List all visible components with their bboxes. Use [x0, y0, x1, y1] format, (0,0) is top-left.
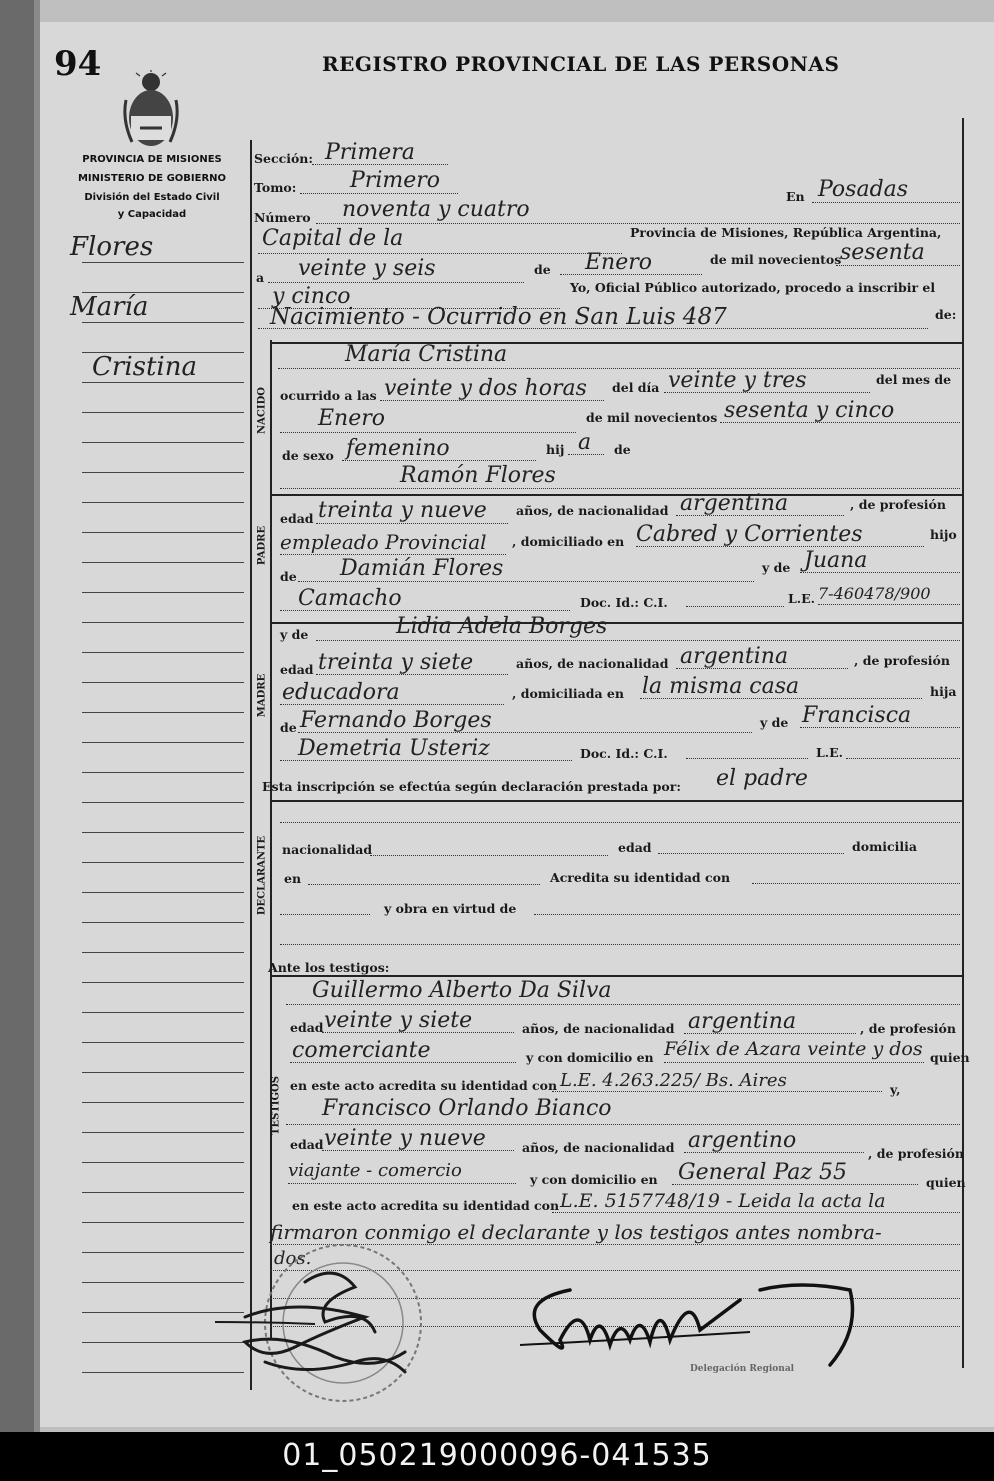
testigo1-edad-value: veinte y siete	[324, 1008, 473, 1033]
side-ruled-line	[82, 1012, 244, 1013]
padre-de-value: Damián Flores	[340, 556, 504, 581]
side-ruled-line	[82, 1162, 244, 1163]
dia-value: veinte y tres	[668, 368, 807, 393]
side-ruled-line	[82, 802, 244, 803]
dotted-line	[846, 758, 960, 759]
mes-value: Enero	[318, 406, 386, 431]
side-ruled-line	[82, 592, 244, 593]
madre-yde2-label: y de	[760, 715, 789, 730]
section-border	[270, 800, 962, 802]
mes-label: del mes de	[876, 372, 952, 387]
madre-dom-label: , domiciliada en	[512, 686, 624, 701]
en-value: Posadas	[818, 177, 909, 202]
dia-label: del día	[612, 380, 660, 395]
dotted-line	[658, 853, 844, 854]
province-heading: PROVINCIA DE MISIONES	[82, 154, 222, 165]
dotted-line	[308, 884, 540, 885]
dotted-line	[258, 253, 622, 254]
side-ruled-line	[82, 532, 244, 533]
madre-name: Lidia Adela Borges	[396, 614, 608, 639]
dotted-line	[268, 282, 524, 283]
declarante-nac-label: nacionalidad	[282, 842, 373, 857]
madre-de-value: Fernando Borges	[300, 708, 492, 733]
side-ruled-line	[82, 712, 244, 713]
dotted-line	[278, 368, 960, 369]
side-ruled-line	[82, 322, 244, 323]
sexo-label: de sexo	[282, 448, 334, 463]
testigo1-nac-label: años, de nacionalidad	[522, 1021, 675, 1036]
section-border	[270, 494, 962, 496]
side-ruled-line	[82, 562, 244, 563]
testigo2-dom-label: y con domicilio en	[530, 1172, 658, 1187]
testigo2-acredita-label: en este acto acredita su identidad con	[292, 1198, 560, 1213]
madre-prof-value: educadora	[282, 680, 400, 705]
witness-signatures-icon	[205, 1262, 445, 1382]
side-ruled-line	[82, 382, 244, 383]
mil-label: de mil novecientos	[710, 252, 842, 267]
nacido-name: María Cristina	[345, 342, 508, 367]
declaracion-text: Esta inscripción se efectúa según declaración prestada por:	[262, 779, 681, 794]
madre-de-label: de	[280, 720, 297, 735]
madre-edad-label: edad	[280, 662, 314, 677]
y-value: y cinco	[272, 284, 351, 309]
seccion-label: Sección:	[254, 151, 313, 166]
side-ruled-line	[82, 1072, 244, 1073]
inscribir-value: Nacimiento - Ocurrido en San Luis 487	[270, 304, 727, 330]
testigo2-name: Francisco Orlando Bianco	[322, 1096, 612, 1121]
testigo2-quien-label: quien	[926, 1175, 966, 1190]
yo-text: Yo, Oficial Público autorizado, procedo a inscribir el	[570, 280, 936, 295]
book-binding	[0, 0, 34, 1432]
dotted-line	[552, 1212, 960, 1213]
seccion-value: Primera	[325, 140, 415, 165]
side-ruled-line	[82, 262, 244, 263]
side-ruled-line	[82, 412, 244, 413]
a-label: a	[256, 270, 265, 285]
dotted-line	[288, 1183, 516, 1184]
provincia-text: Provincia de Misiones, República Argentina,	[630, 225, 942, 240]
declarante-section-label: DECLARANTE	[256, 835, 268, 916]
padre-edad-label: edad	[280, 511, 314, 526]
padre-le-value: 7-460478/900	[818, 584, 931, 603]
side-ruled-line	[82, 742, 244, 743]
testigo2-prof-label: , de profesión	[868, 1146, 964, 1161]
dotted-line	[298, 581, 754, 582]
side-ruled-line	[82, 1222, 244, 1223]
dotted-line	[280, 554, 506, 555]
testigo2-id-value: L.E. 5157748/19 - Leida la acta la	[560, 1190, 886, 1212]
en-label: En	[786, 189, 805, 204]
testigo2-nac-label: años, de nacionalidad	[522, 1140, 675, 1155]
testigo1-prof-label: , de profesión	[860, 1021, 956, 1036]
dotted-line	[286, 1004, 960, 1005]
division-heading: División del Estado Civil	[84, 192, 220, 203]
madre-yde2-value: Francisca	[802, 703, 912, 728]
declarante-acredita-label: Acredita su identidad con	[550, 870, 731, 885]
testigo1-nac-value: argentina	[688, 1009, 797, 1034]
dotted-line	[534, 914, 960, 915]
side-ruled-line	[82, 952, 244, 953]
side-ruled-line	[82, 1102, 244, 1103]
madre-le-label: L.E.	[816, 745, 844, 760]
madre-dom-value: la misma casa	[642, 674, 800, 699]
side-ruled-line	[82, 652, 244, 653]
numero-label: Número	[254, 210, 311, 225]
padre-hijo-label: hijo	[930, 527, 957, 542]
de2-label: de:	[935, 307, 957, 322]
side-ruled-line	[82, 352, 244, 353]
padre-edad-value: treinta y nueve	[318, 498, 487, 523]
stamp-text: Delegación Regional	[690, 1364, 795, 1374]
side-ruled-line	[82, 772, 244, 773]
ocurrido-label: ocurrido a las	[280, 388, 377, 403]
nacido-mil-value: sesenta y cinco	[724, 398, 895, 423]
side-ruled-line	[82, 982, 244, 983]
testigos-section-label: TESTIGOS	[270, 1076, 282, 1135]
madre-doc-label: Doc. Id.: C.I.	[580, 746, 668, 761]
side-ruled-line	[82, 502, 244, 503]
padre-dom-value: Cabred y Corrientes	[636, 522, 863, 547]
testigo2-prof-value: viajante - comercio	[288, 1160, 462, 1181]
tomo-value: Primero	[350, 168, 440, 193]
dotted-line	[664, 1062, 924, 1063]
dotted-line	[812, 202, 960, 203]
testigo2-dom-value: General Paz 55	[678, 1160, 847, 1185]
column-rule	[250, 140, 252, 1390]
testigo2-edad-value: veinte y nueve	[324, 1126, 486, 1151]
dotted-line	[280, 432, 576, 433]
capacity-heading: y Capacidad	[117, 209, 187, 220]
side-ruled-line	[82, 1192, 244, 1193]
dotted-line	[280, 488, 960, 489]
padre-nac-label: años, de nacionalidad	[516, 503, 669, 518]
testigo1-dom-value: Félix de Azara veinte y dos	[664, 1038, 923, 1060]
side-ruled-line	[82, 922, 244, 923]
side-ruled-line	[82, 1042, 244, 1043]
dotted-line	[280, 822, 960, 823]
padre-section-label: PADRE	[256, 525, 268, 566]
padre-le-label: L.E.	[788, 591, 816, 606]
padre-prof-value: empleado Provincial	[280, 530, 487, 554]
side-ruled-line	[82, 442, 244, 443]
madre-hija-label: hija	[930, 684, 957, 699]
dotted-line	[316, 640, 960, 641]
padre-nac-value: argentina	[680, 491, 789, 516]
dotted-line	[552, 1091, 882, 1092]
padre-dom-label: , domiciliado en	[512, 534, 625, 549]
side-ruled-line	[82, 1132, 244, 1133]
testigo2-edad-label: edad	[290, 1137, 324, 1152]
testigo1-dom-label: y con domicilio en	[526, 1050, 654, 1065]
madre-yde-label: y de	[280, 627, 309, 642]
hij-label: hij	[546, 442, 565, 457]
dotted-line	[286, 1124, 960, 1125]
madre-prof-label: , de profesión	[854, 653, 950, 668]
dotted-line	[752, 883, 960, 884]
padre-ape-value: Camacho	[298, 586, 402, 611]
testigo1-name: Guillermo Alberto Da Silva	[312, 978, 612, 1003]
scan-code: 01_050219000096-041535	[282, 1438, 712, 1473]
testigo2-nac-value: argentino	[688, 1128, 797, 1153]
coat-of-arms-icon	[118, 70, 184, 150]
testigo1-quien-label: quien	[930, 1050, 970, 1065]
side-second-name: Cristina	[92, 352, 197, 382]
declaracion-value: el padre	[716, 766, 808, 791]
testigo1-edad-label: edad	[290, 1020, 324, 1035]
madre-nac-value: argentina	[680, 644, 789, 669]
padre-doc-label: Doc. Id.: C.I.	[580, 595, 668, 610]
testigos-ante-label: Ante los testigos:	[268, 960, 390, 975]
dotted-line	[316, 223, 960, 224]
nacido-de-label: de	[614, 442, 631, 457]
declarante-virtud-label: y obra en virtud de	[384, 901, 517, 916]
side-ruled-line	[82, 292, 244, 293]
side-ruled-line	[82, 862, 244, 863]
mil-value: sesenta	[840, 240, 925, 265]
page-number: 94	[54, 44, 102, 84]
section-rule	[270, 340, 272, 1340]
side-ruled-line	[82, 892, 244, 893]
declarante-edad-label: edad	[618, 840, 652, 855]
section-border	[270, 622, 962, 624]
ocurrido-value: veinte y dos horas	[384, 376, 587, 401]
padre-yde-label: y de	[762, 560, 791, 575]
page-title: REGISTRO PROVINCIAL DE LAS PERSONAS	[322, 52, 840, 76]
dotted-line	[686, 758, 808, 759]
dotted-line	[370, 855, 608, 856]
side-ruled-line	[82, 472, 244, 473]
numero-value: noventa y cuatro	[342, 197, 530, 222]
closing-line-2: dos.	[274, 1248, 312, 1269]
capital-value: Capital de la	[262, 226, 404, 251]
testigo1-prof-value: comerciante	[292, 1038, 431, 1063]
de-value: Enero	[585, 250, 653, 275]
side-surname: Flores	[70, 232, 154, 262]
dotted-line	[818, 604, 960, 605]
dotted-line	[280, 944, 960, 945]
side-ruled-line	[82, 682, 244, 683]
declarante-en-label: en	[284, 871, 302, 886]
sexo-value: femenino	[346, 436, 450, 461]
closing-line-1: firmaron conmigo el declarante y los testigos antes nombra-	[270, 1220, 882, 1244]
dotted-line	[280, 914, 370, 915]
side-ruled-line	[82, 1252, 244, 1253]
dotted-line	[316, 523, 508, 524]
padre-name: Ramón Flores	[400, 463, 556, 488]
declarante-dom-label: domicilia	[852, 839, 918, 854]
de-label: de	[534, 262, 551, 277]
side-first-name: María	[70, 292, 149, 322]
tomo-label: Tomo:	[254, 180, 297, 195]
padre-yde-value: Juana	[804, 548, 868, 573]
side-ruled-line	[82, 622, 244, 623]
side-ruled-line	[82, 832, 244, 833]
padre-de-label: de	[280, 569, 297, 584]
section-border	[270, 975, 962, 977]
madre-nac-label: años, de nacionalidad	[516, 656, 669, 671]
dotted-line	[836, 265, 960, 266]
scan-footer-bar	[0, 1432, 994, 1481]
hij-value: a	[578, 430, 592, 455]
dotted-line	[686, 606, 784, 607]
madre-ape-value: Demetria Usteriz	[298, 736, 490, 761]
testigo1-acredita-label: en este acto acredita su identidad con	[290, 1078, 558, 1093]
testigo1-y-label: y,	[890, 1082, 901, 1097]
testigo1-id-value: L.E. 4.263.225/ Bs. Aires	[560, 1070, 787, 1091]
nacido-section-label: NACIDO	[256, 387, 268, 434]
madre-edad-value: treinta y siete	[318, 650, 474, 675]
ministry-heading: MINISTERIO DE GOBIERNO	[77, 173, 227, 184]
dotted-line	[300, 193, 458, 194]
a-value: veinte y seis	[298, 256, 436, 281]
padre-prof-label: , de profesión	[850, 497, 946, 512]
nacido-mil-label: de mil novecientos	[586, 410, 718, 425]
madre-section-label: MADRE	[256, 673, 268, 718]
